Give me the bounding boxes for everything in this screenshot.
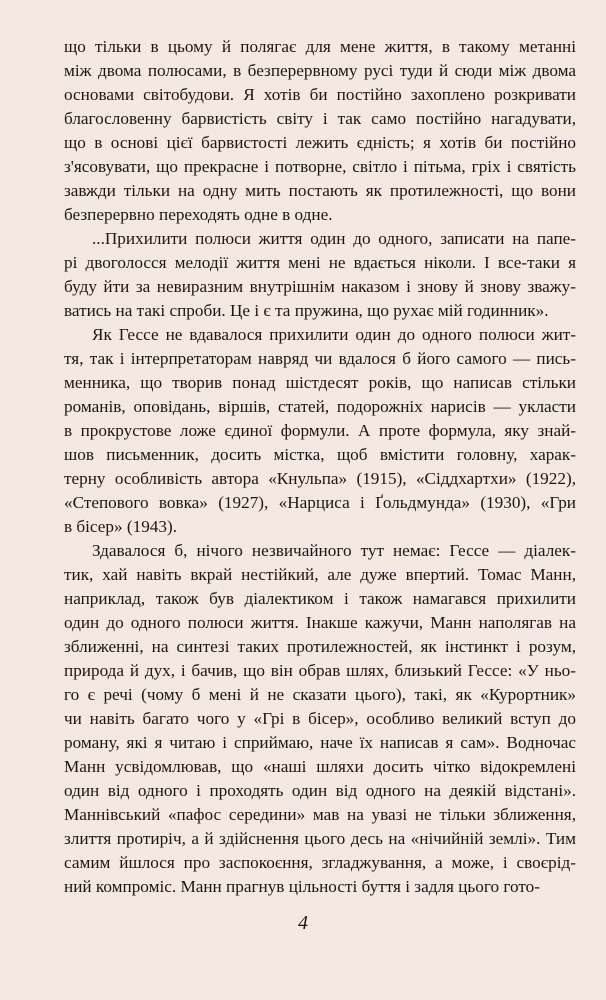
text-line: безперервно переходять одне в одне. (64, 205, 333, 224)
text-line: «Степового вовка» (1927), «Нарциса і Ґольдмунда» (1930), «Гри (64, 493, 576, 512)
text-line: рі двоголосся мелодії життя мені не вдається ніколи. І все-таки я (64, 253, 576, 272)
text-line: чи навіть багато чого у «Грі в бісер», особливо великий вступ до (64, 709, 576, 728)
paragraph (64, 227, 576, 323)
text-line: Манн усвідомлював, що «наші шляхи досить чітко відокремлені (64, 757, 576, 776)
text-line: роману, які я читаю і сприймаю, наче їх написав я сам». Водночас (64, 733, 576, 752)
text-line: завжди тільки на одну мить постають як протилежності, що вони (64, 181, 576, 200)
text-line: ...Прихилити полюси життя один до одного, записати на папе- (92, 229, 576, 248)
text-line: буду йти за невиразним внутрішнім наказом і знову й знову зважу- (64, 277, 576, 296)
text-line: тик, хай навіть вкрай нестійкий, але дуже впертий. Томас Манн, (64, 565, 576, 584)
text-line: романів, оповідань, віршів, статей, подорожніх нарисів — укласти (64, 397, 576, 416)
text-line: менника, що творив понад шістдесят років, що написав стільки (64, 373, 576, 392)
text-line: го є речі (чому б мені й не сказати цього), такі, як «Курортник» (64, 685, 576, 704)
page-number: 4 (298, 912, 308, 934)
text-line: самим йшлося про заспокоєння, згладжування, а може, і своєрід- (64, 853, 576, 872)
text-line: один від одного і проходять один від одного на деякій відстані». (64, 781, 576, 800)
text-line: злиття протиріч, а й здійснення цього десь на «нічийній землі». Тим (64, 829, 576, 848)
text-line: Здавалося б, нічого незвичайного тут немає: Гессе — діалек- (92, 541, 576, 560)
text-line: зближенні, на синтезі таких протилежностей, як інстинкт і розум, (64, 637, 576, 656)
text-line: Маннівський «пафос середини» мав на увазі не тільки зближення, (64, 805, 576, 824)
text-line: благословенну барвистість світу і так само постійно нагадувати, (64, 109, 576, 128)
text-line: терну особливість автора «Кнульпа» (1915), «Сіддхартхи» (1922), (64, 469, 576, 488)
paragraph (64, 539, 576, 899)
text-line: ний компроміс. Манн прагнув цільності буття і задля цього гото- (64, 877, 540, 896)
text-line: що тільки в цьому й полягає для мене життя, в такому метанні (64, 37, 576, 56)
paragraph (64, 323, 576, 539)
text-line: в бісер» (1943). (64, 517, 178, 536)
text-line: між двома полюсами, в безперервному русі туди й сюди між двома (64, 61, 576, 80)
text-line: з'ясовувати, що прекрасне і потворне, світло і пітьма, гріх і святість (64, 157, 576, 176)
text-line: один до одного полюси життя. Інакше кажучи, Манн наполягав на (64, 613, 576, 632)
text-line: що в основі цієї барвистості лежить єдність; я хотів би постійно (64, 133, 576, 152)
text-line: тя, так і інтерпретаторам навряд чи вдалося б його самого — пись- (64, 349, 576, 368)
body-text (64, 35, 576, 899)
text-line: шов письменник, досить місткa, щоб вмістити головну, харак- (64, 445, 576, 464)
text-line: природа й дух, і бачив, що він обрав шлях, близький Гессе: «У ньо- (64, 661, 576, 680)
text-line: ватись на такі спроби. Це і є та пружина, що рухає мій годинник». (64, 301, 549, 320)
paragraph (64, 35, 576, 227)
text-line: в прокрустове ложе єдиної формули. А проте формула, яку знай- (64, 421, 576, 440)
text-line: Як Гессе не вдавалося прихилити один до одного полюси жит- (92, 325, 576, 344)
text-line: основами світобудови. Я хотів би постійно захоплено розкривати (64, 85, 576, 104)
text-line: наприклад, також був діалектиком і також намагався прихилити (64, 589, 576, 608)
